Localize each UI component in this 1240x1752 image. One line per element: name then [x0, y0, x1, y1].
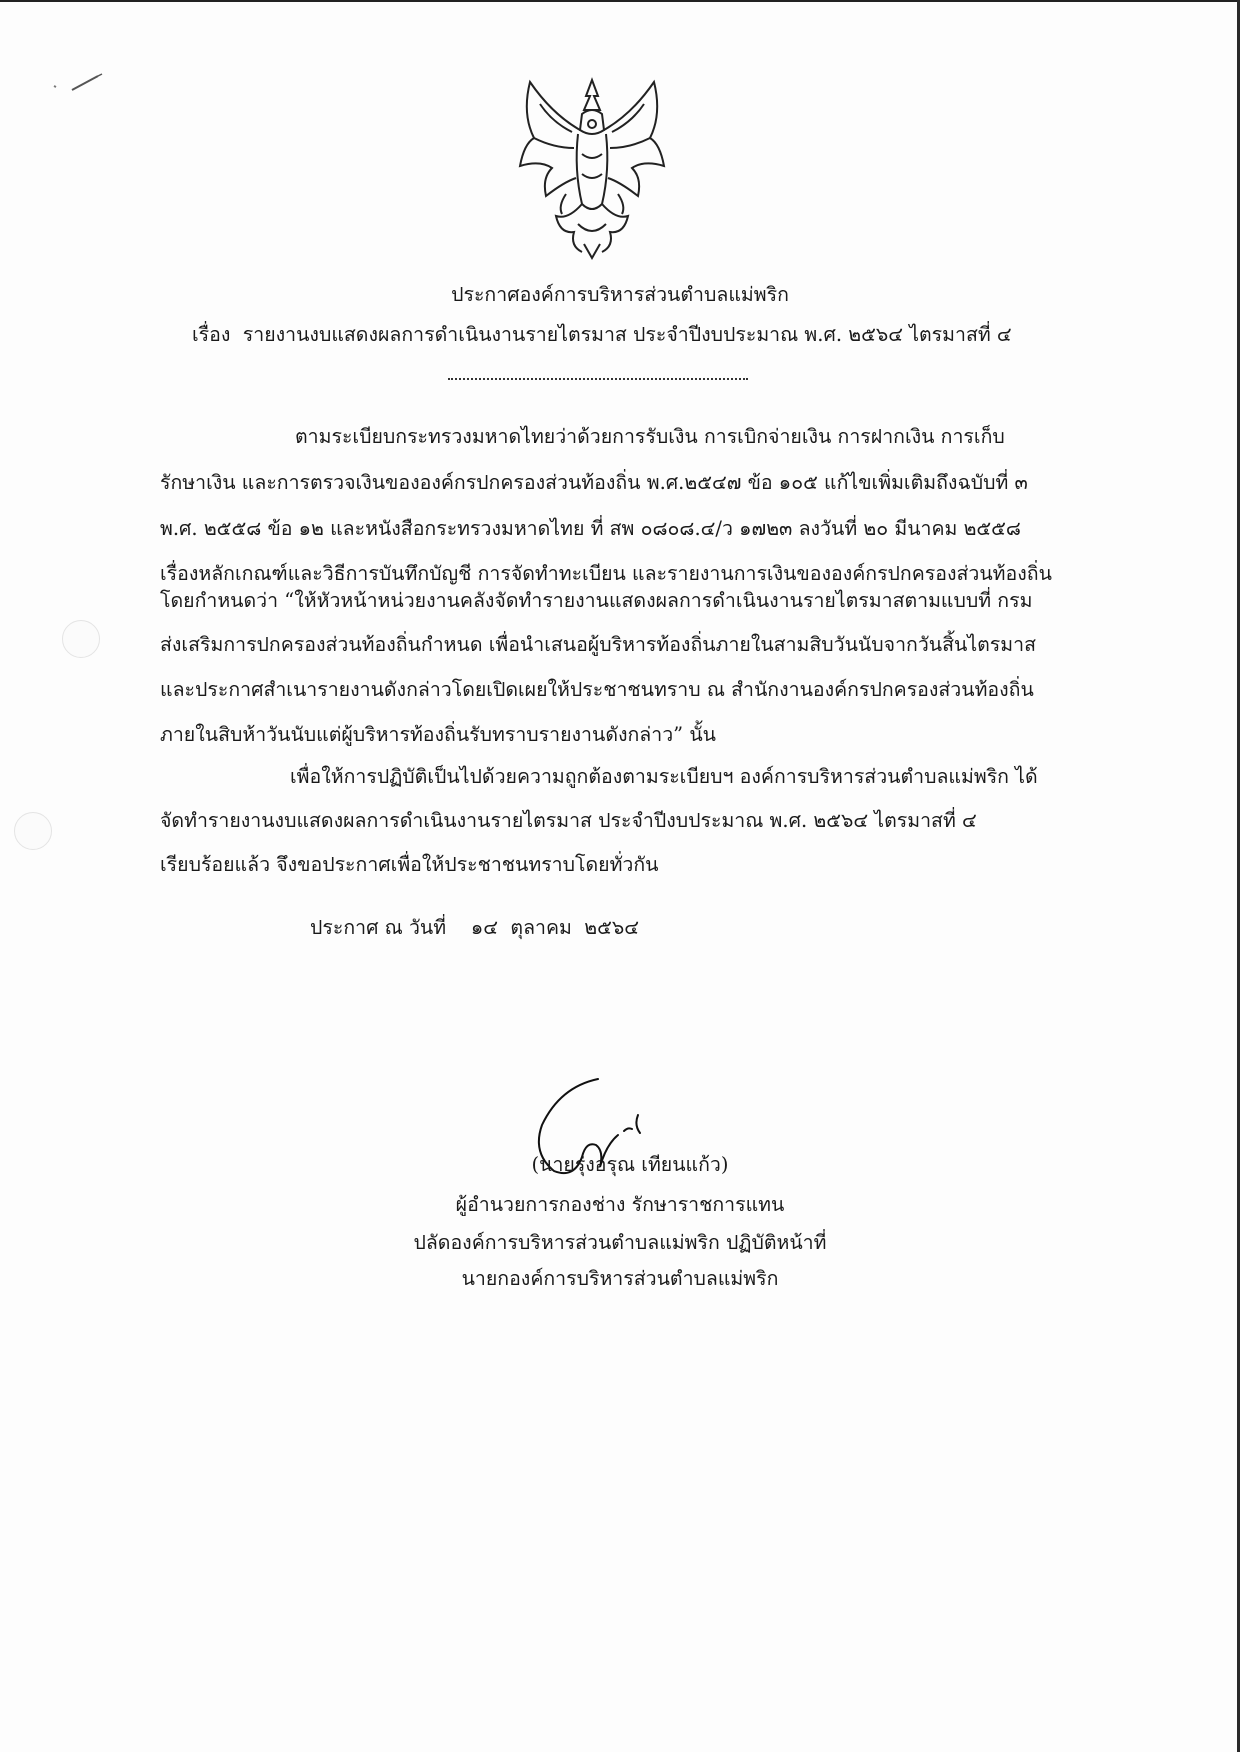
- announcement-heading: ประกาศองค์การบริหารส่วนตำบลแม่พริก: [451, 283, 789, 306]
- body-line: พ.ศ. ๒๕๕๘ ข้อ ๑๒ และหนังสือกระทรวงมหาดไทย ที่ สพ ๐๘๐๘.๔/ว ๑๗๒๓ ลงวันที่ ๒๐ มีนาคม ๒๕๕๘: [160, 517, 1021, 540]
- body-line: โดยกำหนดว่า “ให้หัวหน้าหน่วยงานคลังจัดทำรายงานแสดงผลการดำเนินงานรายไตรมาสตามแบบที่ กรม: [160, 589, 1033, 612]
- body-line: จัดทำรายงานงบแสดงผลการดำเนินงานรายไตรมาส ประจำปีงบประมาณ พ.ศ. ๒๕๖๔ ไตรมาสที่ ๔: [160, 809, 977, 832]
- stray-pen-mark-icon: [50, 60, 160, 100]
- signatory-position: ปลัดองค์การบริหารส่วนตำบลแม่พริก ปฏิบัติหน้าที่: [413, 1231, 827, 1254]
- separator-dotted-line: [448, 378, 748, 380]
- garuda-emblem-icon: [512, 74, 672, 260]
- announcement-date: ประกาศ ณ วันที่ ๑๔ ตุลาคม ๒๕๖๔: [310, 916, 640, 939]
- signatory-position: ผู้อำนวยการกองช่าง รักษาราชการแทน: [455, 1193, 785, 1216]
- punch-hole-lower: [14, 812, 52, 850]
- body-line: ตามระเบียบกระทรวงมหาดไทยว่าด้วยการรับเงิน การเบิกจ่ายเงิน การฝากเงิน การเก็บ: [295, 425, 1005, 448]
- signatory-name: (นายรุ่งอรุณ เทียนแก้ว): [531, 1153, 729, 1176]
- body-line: เพื่อให้การปฏิบัติเป็นไปด้วยความถูกต้องตามระเบียบฯ องค์การบริหารส่วนตำบลแม่พริก ได้: [290, 765, 1038, 788]
- body-line: รักษาเงิน และการตรวจเงินขององค์กรปกครองส่วนท้องถิ่น พ.ศ.๒๕๔๗ ข้อ ๑๐๕ แก้ไขเพิ่มเติมถึงฉบับที่ ๓: [160, 471, 1028, 494]
- signatory-position: นายกองค์การบริหารส่วนตำบลแม่พริก: [461, 1267, 779, 1290]
- body-line: และประกาศสำเนารายงานดังกล่าวโดยเปิดเผยให้ประชาชนทราบ ณ สำนักงานองค์กรปกครองส่วนท้องถิ่น: [160, 678, 1034, 701]
- subject-label: เรื่อง: [192, 323, 231, 346]
- body-line: เรื่องหลักเกณฑ์และวิธีการบันทึกบัญชี การจัดทำทะเบียน และรายงานการเงินขององค์กรปกครองส่วนท้องถิ่น: [160, 562, 1052, 585]
- announcement-subject: [192, 320, 1012, 350]
- body-line: ภายในสิบห้าวันนับแต่ผู้บริหารท้องถิ่นรับทราบรายงานดังกล่าว” นั้น: [160, 723, 716, 746]
- body-line: เรียบร้อยแล้ว จึงขอประกาศเพื่อให้ประชาชนทราบโดยทั่วกัน: [160, 853, 659, 876]
- punch-hole-upper: [62, 620, 100, 658]
- subject-text: รายงานงบแสดงผลการดำเนินงานรายไตรมาส ประจำปีงบประมาณ พ.ศ. ๒๕๖๔ ไตรมาสที่ ๔: [242, 323, 1012, 346]
- body-line: ส่งเสริมการปกครองส่วนท้องถิ่นกำหนด เพื่อนำเสนอผู้บริหารท้องถิ่นภายในสามสิบวันนับจากวันสิ้นไตรมาส: [160, 633, 1036, 656]
- scan-edge-top: [0, 0, 1240, 2]
